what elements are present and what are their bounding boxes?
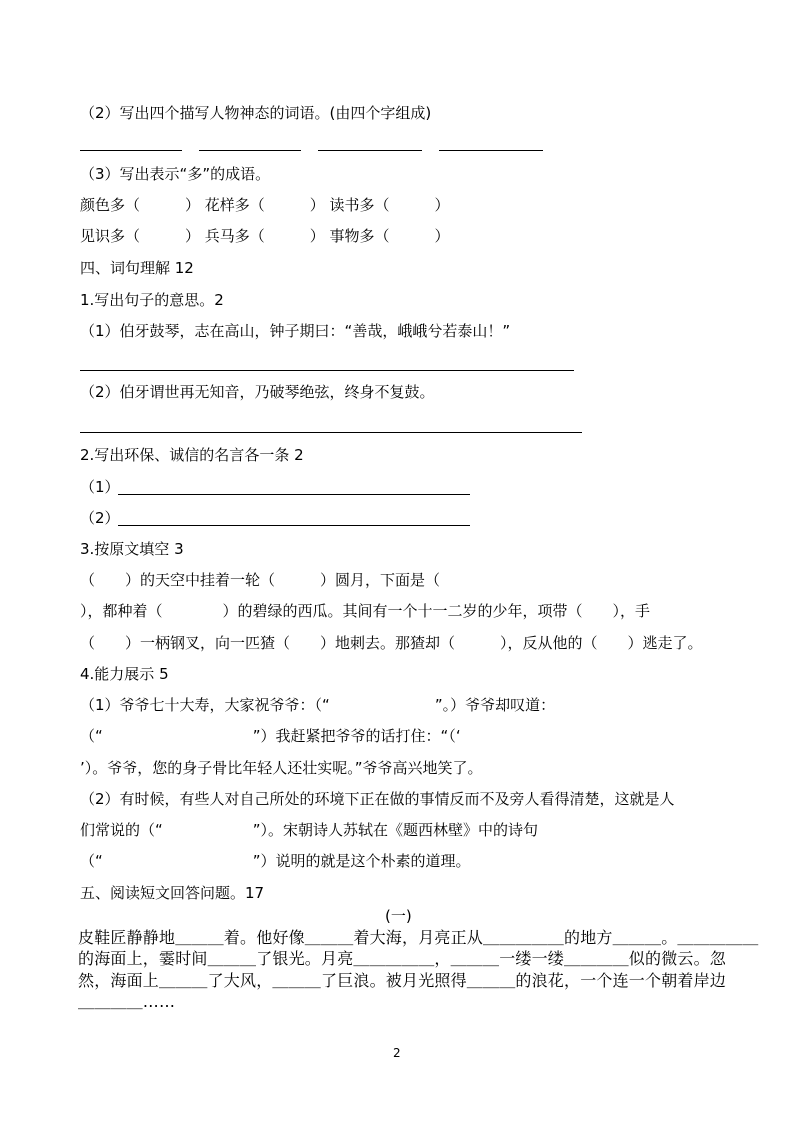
section-5-title: 五、阅读短文回答问题。17 [80,884,265,902]
answer-line[interactable] [439,150,543,151]
sub-question-1: 1.写出句子的意思。2 [80,291,224,309]
ability-line-2: （“ ”）我赶紧把爷爷的话打住：“（‘ [80,727,461,745]
idiom-row-1: 颜色多（ ） 花样多（ ） 读书多（ ） [80,196,450,214]
passage-line-4: ＿＿＿＿…… [78,992,176,1011]
passage-part-label: (一) [385,907,412,925]
sub-question-2: 2.写出环保、诚信的名言各一条 2 [80,446,304,464]
answer-line[interactable] [199,150,301,151]
passage-line-3: 然，海面上＿＿＿了大风，＿＿＿了巨浪。被月光照得＿＿＿的浪花，一个连一个朝着岸边 [78,971,727,990]
answer-line[interactable] [80,150,182,151]
answer-line[interactable] [318,150,422,151]
answer-line[interactable] [118,525,470,526]
sentence-1: （1）伯牙鼓琴，志在高山，钟子期曰：“善哉，峨峨兮若泰山！” [80,322,511,340]
question-2: （2）写出四个描写人物神态的词语。(由四个字组成) [80,104,432,122]
answer-line[interactable] [80,432,582,433]
ability-line-1: （1）爷爷七十大寿，大家祝爷爷：（“ ”。）爷爷却叹道： [80,696,556,714]
sub-question-3: 3.按原文填空 3 [80,540,184,558]
ability-line-3: ’）。爷爷，您的身子骨比年轻人还壮实呢。”爷爷高兴地笑了。 [80,759,483,777]
answer-line[interactable] [118,494,470,495]
fill-line-2: ），都种着（ ）的碧绿的西瓜。其间有一个十一二岁的少年，项带（ ），手 [80,602,651,620]
idiom-row-2: 见识多（ ） 兵马多（ ） 事物多（ ） [80,227,450,245]
passage-line-1: 皮鞋匠静静地＿＿＿着。他好像＿＿＿着大海，月亮正从＿＿＿＿＿的地方＿＿＿。＿＿＿＿＿ [78,928,759,947]
answer-line[interactable] [80,370,574,371]
passage-line-2: 的海面上，霎时间＿＿＿了银光。月亮＿＿＿＿＿，＿＿＿一缕一缕＿＿＿＿似的微云。忽 [78,949,727,968]
question-3: （3）写出表示“多”的成语。 [80,165,271,183]
ability-line-5: 们常说的（“ ”）。宋朝诗人苏轼在《题西林壁》中的诗句 [80,821,539,839]
sub-question-4: 4.能力展示 5 [80,665,169,683]
ability-line-6: （“ ”）说明的就是这个朴素的道理。 [80,852,471,870]
quote-1-label: （1） [80,478,120,496]
ability-line-4: （2）有时候，有些人对自己所处的环境下正在做的事情反而不及旁人看得清楚，这就是人 [80,790,675,808]
fill-line-1: （ ）的天空中挂着一轮（ ）圆月，下面是（ [80,571,441,589]
sentence-2: （2）伯牙谓世再无知音，乃破琴绝弦，终身不复鼓。 [80,383,435,401]
page-number: 2 [393,1046,401,1060]
quote-2-label: （2） [80,509,120,527]
section-4-title: 四、词句理解 12 [80,259,194,277]
fill-line-3: （ ）一柄钢叉，向一匹猹（ ）地刺去。那猹却（ ），反从他的（ ）逃走了。 [80,634,703,652]
